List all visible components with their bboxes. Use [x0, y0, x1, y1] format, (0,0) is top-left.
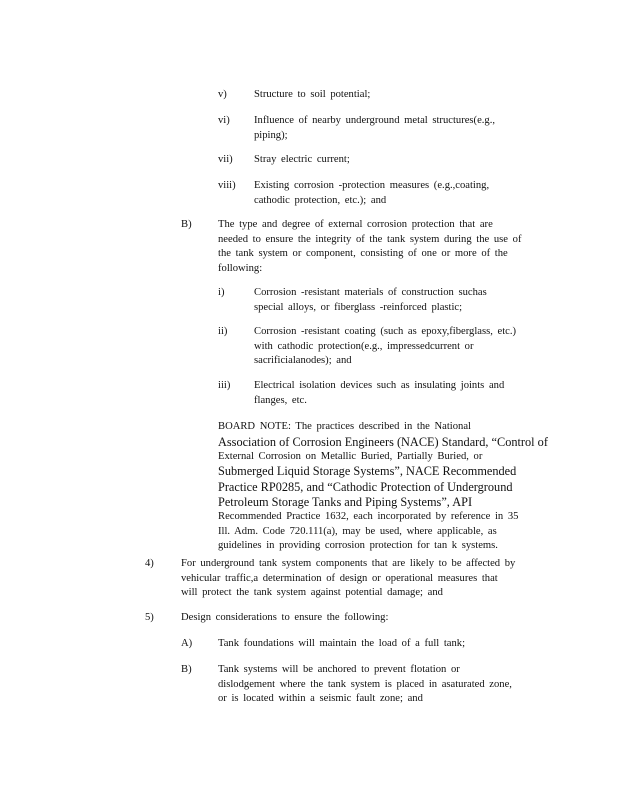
text-line: sacrificialanodes); and — [254, 355, 352, 367]
text-line: Corrosion -resistant materials of construction suchas — [254, 287, 487, 298]
list-marker-v: v) — [218, 89, 227, 100]
text-line: vehicular traffic,a determination of design or operational measures that — [181, 572, 498, 584]
board-note-line: Petroleum Storage Tanks and Piping Systems”, API — [218, 494, 473, 509]
text-line: following: — [218, 262, 263, 274]
list-item-iii — [254, 379, 504, 408]
list-marker-5b: B) — [181, 664, 192, 675]
list-marker-5a: A) — [181, 638, 193, 649]
text-line: For underground tank system components that are likely to be affected by — [181, 558, 516, 569]
text-line: Structure to soil potential; — [254, 89, 371, 100]
section-marker-b: B) — [181, 219, 192, 230]
list-marker-i: i) — [218, 287, 225, 298]
text-line: dislodgement where the tank system is placed in asaturated zone, — [218, 678, 512, 690]
text-line: special alloys, or fiberglass -reinforced plastic; — [254, 301, 463, 313]
board-note — [218, 420, 548, 554]
text-line: needed to ensure the integrity of the tank system during the use of — [218, 233, 522, 245]
list-item-5a — [218, 637, 465, 652]
list-marker-ii: ii) — [218, 326, 228, 337]
board-note-line: External Corrosion on Metallic Buried, Partially Buried, or — [218, 450, 483, 462]
board-note-line: Association of Corrosion Engineers (NACE) Standard, “Control of — [218, 434, 548, 449]
text-line: Influence of nearby underground metal structures(e.g., — [254, 115, 496, 126]
item-5-paragraph — [181, 611, 388, 626]
list-item-viii — [254, 179, 489, 208]
list-item-vi — [254, 114, 495, 143]
text-line: piping); — [254, 129, 288, 141]
list-marker-viii: viii) — [218, 180, 236, 191]
list-item-ii — [254, 325, 516, 369]
text-line: Tank foundations will maintain the load of a full tank; — [218, 638, 466, 649]
text-line: cathodic protection, etc.); and — [254, 194, 387, 206]
text-line: or is located within a seismic fault zone; and — [218, 693, 423, 705]
list-marker-vi: vi) — [218, 115, 230, 126]
text-line: Existing corrosion -protection measures (e.g.,coating, — [254, 180, 490, 191]
list-marker-vii: vii) — [218, 154, 233, 165]
item-marker-4: 4) — [145, 558, 154, 569]
board-note-line: Recommended Practice 1632, each incorporated by reference in 35 — [218, 511, 519, 522]
list-item-i — [254, 286, 487, 315]
item-4-paragraph — [181, 557, 515, 601]
list-item-v — [254, 88, 370, 103]
text-line: Corrosion -resistant coating (such as epoxy,fiberglass, etc.) — [254, 326, 517, 337]
board-note-line: guidelines in providing corrosion protection for tan k systems. — [218, 540, 498, 552]
board-note-line: BOARD NOTE: The practices described in the National — [218, 421, 471, 432]
list-item-vii — [254, 153, 350, 168]
text-line: Tank systems will be anchored to prevent flotation or — [218, 664, 460, 675]
board-note-line: Practice RP0285, and “Cathodic Protection of Underground — [218, 479, 513, 494]
section-b-paragraph — [218, 218, 521, 276]
text-line: flanges, etc. — [254, 394, 307, 406]
board-note-line: Submerged Liquid Storage Systems”, NACE Recommended — [218, 464, 517, 479]
board-note-line: Ill. Adm. Code 720.111(a), may be used, where applicable, as — [218, 525, 497, 537]
text-line: Design considerations to ensure the following: — [181, 612, 389, 623]
text-line: The type and degree of external corrosion protection that are — [218, 219, 493, 230]
text-line: Stray electric current; — [254, 154, 350, 165]
text-line: with cathodic protection(e.g., impressedcurrent or — [254, 340, 474, 352]
text-line: will protect the tank system against potential damage; and — [181, 587, 443, 599]
list-item-5b — [218, 663, 512, 707]
text-line: Electrical isolation devices such as insulating joints and — [254, 380, 505, 391]
item-marker-5: 5) — [145, 612, 154, 623]
text-line: the tank system or component, consisting of one or more of the — [218, 248, 508, 260]
list-marker-iii: iii) — [218, 380, 231, 391]
